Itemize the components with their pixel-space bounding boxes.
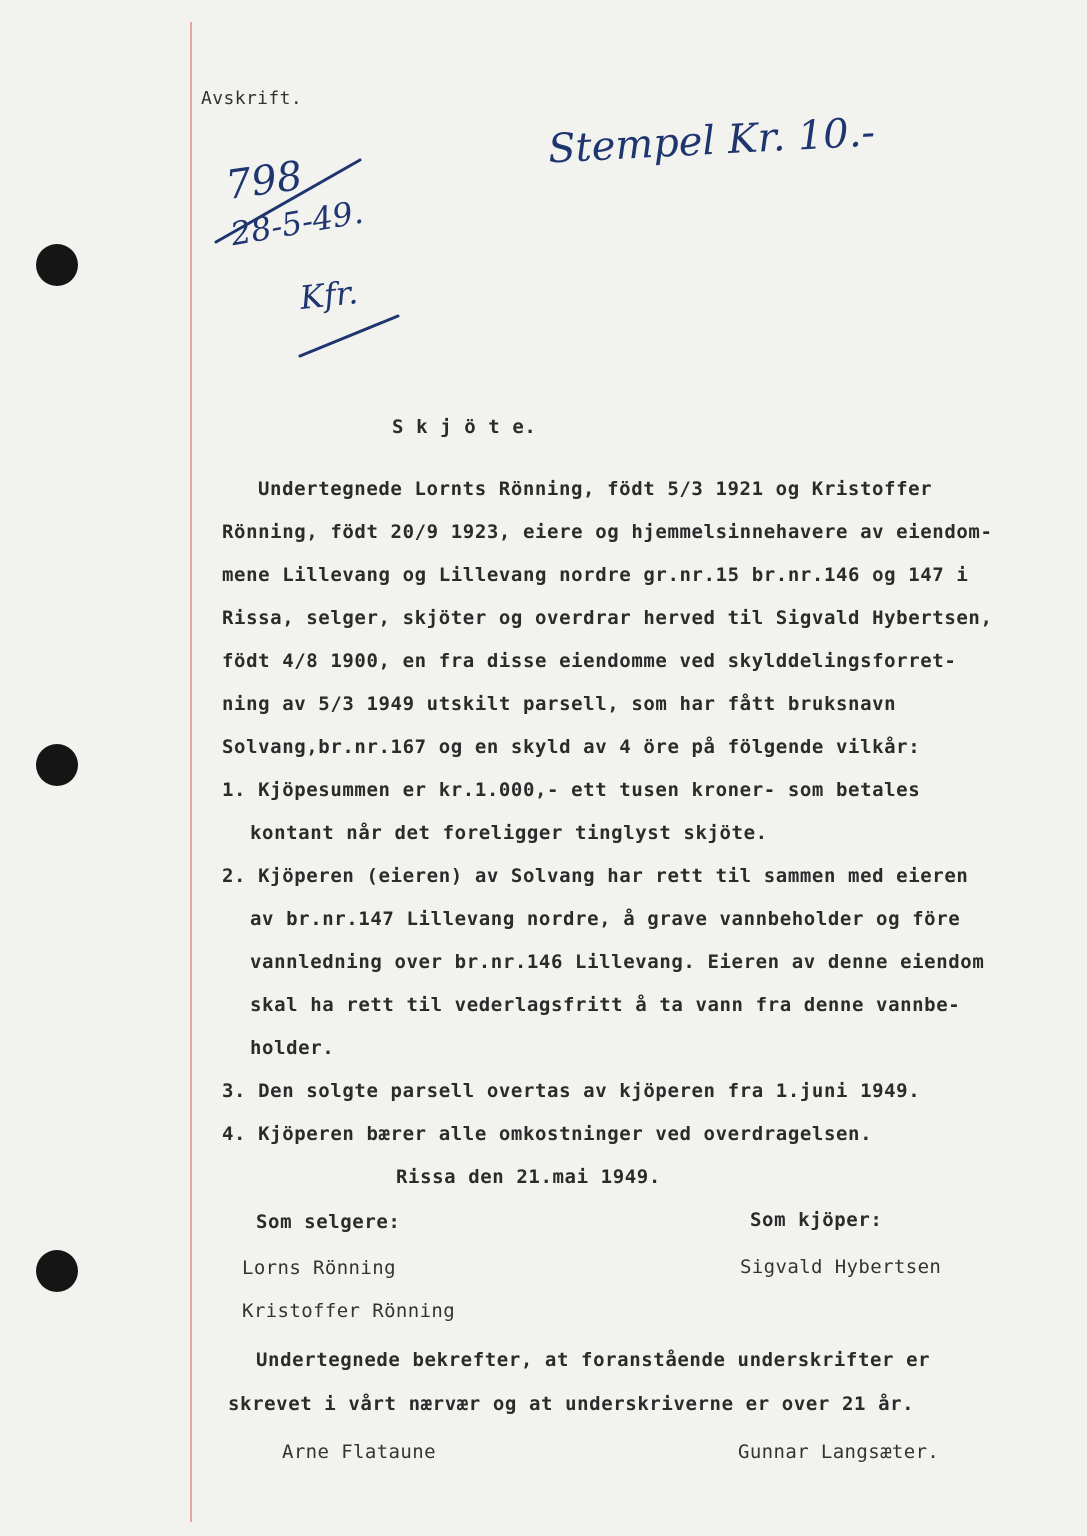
body-line: mene Lillevang og Lillevang nordre gr.nr.15 br.nr.146 og 147 i bbox=[222, 564, 969, 586]
header-label: Avskrift. bbox=[201, 88, 303, 109]
stamp-note: Stempel Kr. 10.- bbox=[547, 109, 877, 173]
registration-number: 798 bbox=[223, 152, 306, 210]
body-line: ning av 5/3 1949 utskilt parsell, som har fått bruksnavn bbox=[222, 693, 897, 715]
condition-2-line: skal ha rett til vederlagsfritt å ta vann fra denne vannbe- bbox=[250, 994, 961, 1016]
registrar-initials: Kfr. bbox=[298, 273, 360, 317]
condition-1-line: 1. Kjöpesummen er kr.1.000,- ett tusen kroner- som betales bbox=[222, 779, 921, 801]
witness-1-name: Arne Flataune bbox=[282, 1441, 436, 1463]
sellers-label: Som selgere: bbox=[256, 1211, 401, 1233]
body-line: födt 4/8 1900, en fra disse eiendomme ved skylddelingsforret- bbox=[222, 650, 957, 672]
seller-2-name: Kristoffer Rönning bbox=[242, 1300, 456, 1322]
body-line: Rissa, selger, skjöter og overdrar herved til Sigvald Hybertsen, bbox=[222, 607, 993, 629]
witness-2-name: Gunnar Langsæter. bbox=[738, 1441, 940, 1463]
witness-text-line: skrevet i vårt nærvær og at underskriverne er over 21 år. bbox=[228, 1393, 915, 1415]
condition-2-line: vannledning over br.nr.146 Lillevang. Eieren av denne eiendom bbox=[250, 951, 985, 973]
condition-3-line: 3. Den solgte parsell overtas av kjöperen fra 1.juni 1949. bbox=[222, 1080, 921, 1102]
place-date: Rissa den 21.mai 1949. bbox=[396, 1166, 661, 1188]
body-line: Rönning, födt 20/9 1923, eiere og hjemmelsinnehavere av eiendom- bbox=[222, 521, 993, 543]
margin-rule bbox=[190, 22, 192, 1522]
punch-hole-bottom bbox=[36, 1250, 78, 1292]
document-title: S k j ö t e. bbox=[392, 416, 537, 438]
registration-date: 28-5-49. bbox=[227, 192, 366, 254]
body-line: Undertegnede Lornts Rönning, födt 5/3 1921 og Kristoffer bbox=[258, 478, 933, 500]
body-line: Solvang,br.nr.167 og en skyld av 4 öre på fölgende vilkår: bbox=[222, 736, 921, 758]
buyer-label: Som kjöper: bbox=[750, 1209, 883, 1231]
condition-2-line: 2. Kjöperen (eieren) av Solvang har rett til sammen med eieren bbox=[222, 865, 969, 887]
witness-text-line: Undertegnede bekrefter, at foranstående underskrifter er bbox=[256, 1349, 931, 1371]
buyer-name: Sigvald Hybertsen bbox=[740, 1256, 942, 1278]
seller-1-name: Lorns Rönning bbox=[242, 1257, 396, 1279]
condition-1-line: kontant når det foreligger tinglyst skjöte. bbox=[250, 822, 768, 844]
punch-hole-middle bbox=[36, 744, 78, 786]
punch-hole-top bbox=[36, 244, 78, 286]
condition-2-line: av br.nr.147 Lillevang nordre, å grave vannbeholder og före bbox=[250, 908, 961, 930]
condition-4-line: 4. Kjöperen bærer alle omkostninger ved overdragelsen. bbox=[222, 1123, 873, 1145]
condition-2-line: holder. bbox=[250, 1037, 335, 1059]
